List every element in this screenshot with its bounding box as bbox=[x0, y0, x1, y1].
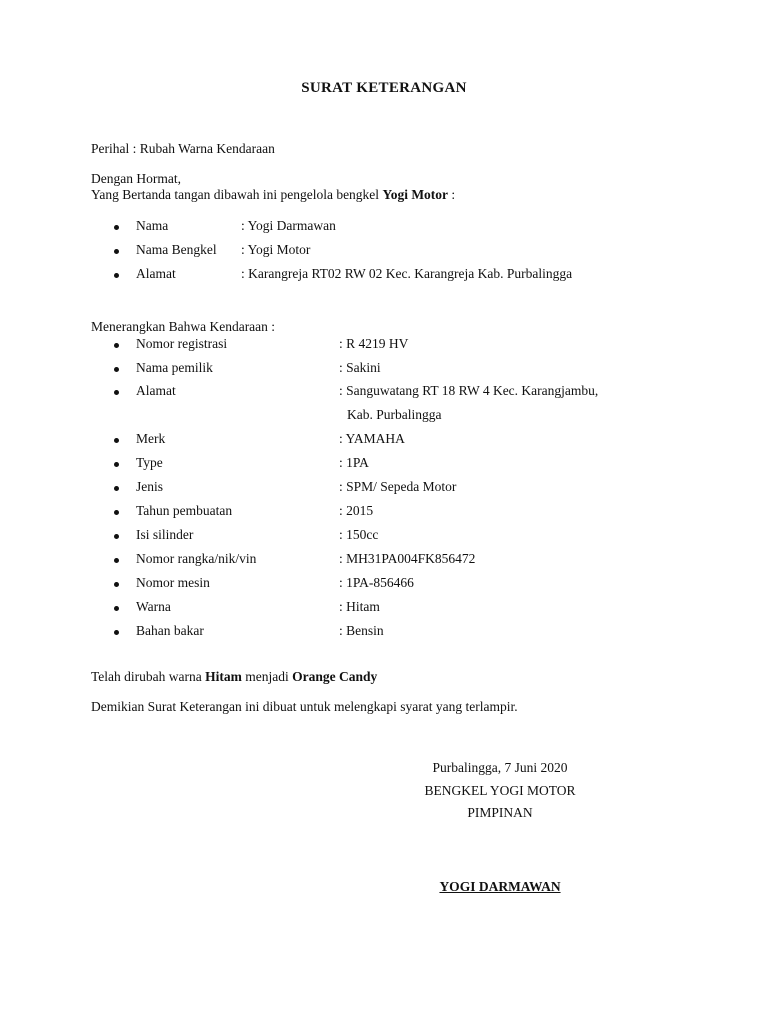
list-item bbox=[0, 360, 768, 380]
signer-name: YOGI DARMAWAN bbox=[439, 879, 561, 894]
field-value: : 1PA-856466 bbox=[339, 575, 414, 590]
field-value: : Hitam bbox=[339, 599, 380, 614]
field-value: : 2015 bbox=[339, 503, 374, 518]
field-label: Jenis bbox=[136, 479, 163, 494]
company-name: BENGKEL YOGI MOTOR bbox=[424, 783, 576, 798]
field-value: : 1PA bbox=[339, 455, 369, 470]
bullet-icon bbox=[114, 510, 119, 515]
place-date: Purbalingga, 7 Juni 2020 bbox=[432, 760, 568, 775]
intro-line bbox=[91, 187, 455, 203]
closing-line: Demikian Surat Keterangan ini dibuat untuk melengkapi syarat yang terlampir. bbox=[91, 699, 518, 714]
vehicle-intro-line: Menerangkan Bahwa Kendaraan : bbox=[91, 319, 276, 334]
signer-position: PIMPINAN bbox=[467, 805, 533, 820]
bullet-icon bbox=[114, 249, 119, 254]
bullet-icon bbox=[114, 582, 119, 587]
intro-prefix: Yang Bertanda tangan dibawah ini pengelola bengkel bbox=[91, 187, 383, 202]
list-item bbox=[0, 266, 768, 286]
original-color: Hitam bbox=[205, 669, 242, 684]
field-label: Alamat bbox=[136, 383, 176, 398]
list-item bbox=[0, 455, 768, 475]
field-value: : SPM/ Sepeda Motor bbox=[339, 479, 457, 494]
field-label: Bahan bakar bbox=[136, 623, 204, 638]
color-change-middle: menjadi bbox=[241, 669, 293, 684]
intro-workshop-name: Yogi Motor bbox=[382, 187, 449, 202]
list-item bbox=[0, 503, 768, 523]
new-color: Orange Candy bbox=[292, 669, 378, 684]
field-label: Nomor mesin bbox=[136, 575, 210, 590]
list-item bbox=[0, 383, 768, 403]
list-item bbox=[0, 431, 768, 451]
field-label: Merk bbox=[136, 431, 166, 446]
greeting-line: Dengan Hormat, bbox=[91, 171, 181, 186]
field-value: : Yogi Darmawan bbox=[241, 218, 336, 233]
field-value: : MH31PA004FK856472 bbox=[339, 551, 476, 566]
bullet-icon bbox=[114, 438, 119, 443]
bullet-icon bbox=[114, 630, 119, 635]
bullet-icon bbox=[114, 462, 119, 467]
list-item bbox=[0, 336, 768, 356]
field-label: Nama Bengkel bbox=[136, 242, 217, 257]
field-label: Warna bbox=[136, 599, 171, 614]
field-value-continuation: Kab. Purbalingga bbox=[347, 407, 442, 422]
bullet-icon bbox=[114, 390, 119, 395]
field-value: : Yogi Motor bbox=[241, 242, 311, 257]
list-item bbox=[0, 218, 768, 238]
field-value: : Sakini bbox=[339, 360, 381, 375]
list-item bbox=[0, 479, 768, 499]
field-value: : R 4219 HV bbox=[339, 336, 409, 351]
field-label: Tahun pembuatan bbox=[136, 503, 233, 518]
intro-suffix: : bbox=[448, 187, 456, 202]
page-title: SURAT KETERANGAN bbox=[301, 80, 467, 96]
field-label: Nomor registrasi bbox=[136, 336, 228, 351]
list-item bbox=[0, 242, 768, 262]
field-value: : Bensin bbox=[339, 623, 384, 638]
list-item bbox=[0, 599, 768, 619]
list-item bbox=[0, 623, 768, 643]
field-label: Isi silinder bbox=[136, 527, 194, 542]
bullet-icon bbox=[114, 606, 119, 611]
field-label: Type bbox=[136, 455, 163, 470]
field-label: Alamat bbox=[136, 266, 176, 281]
field-label: Nomor rangka/nik/vin bbox=[136, 551, 257, 566]
bullet-icon bbox=[114, 367, 119, 372]
field-label: Nama pemilik bbox=[136, 360, 213, 375]
field-value: : YAMAHA bbox=[339, 431, 405, 446]
bullet-icon bbox=[114, 343, 119, 348]
field-value: : 150cc bbox=[339, 527, 379, 542]
bullet-icon bbox=[114, 225, 119, 230]
color-change-line bbox=[91, 669, 377, 685]
field-value: : Karangreja RT02 RW 02 Kec. Karangreja Kab. Purbalingga bbox=[241, 266, 573, 281]
bullet-icon bbox=[114, 486, 119, 491]
field-value: : Sanguwatang RT 18 RW 4 Kec. Karangjambu, bbox=[339, 383, 599, 398]
list-item bbox=[0, 575, 768, 595]
list-item bbox=[0, 527, 768, 547]
field-label: Nama bbox=[136, 218, 169, 233]
list-item bbox=[0, 551, 768, 571]
bullet-icon bbox=[114, 558, 119, 563]
list-item-continuation bbox=[0, 407, 768, 427]
bullet-icon bbox=[114, 273, 119, 278]
color-change-prefix: Telah dirubah warna bbox=[91, 669, 206, 684]
bullet-icon bbox=[114, 534, 119, 539]
subject-line: Perihal : Rubah Warna Kendaraan bbox=[91, 141, 275, 156]
